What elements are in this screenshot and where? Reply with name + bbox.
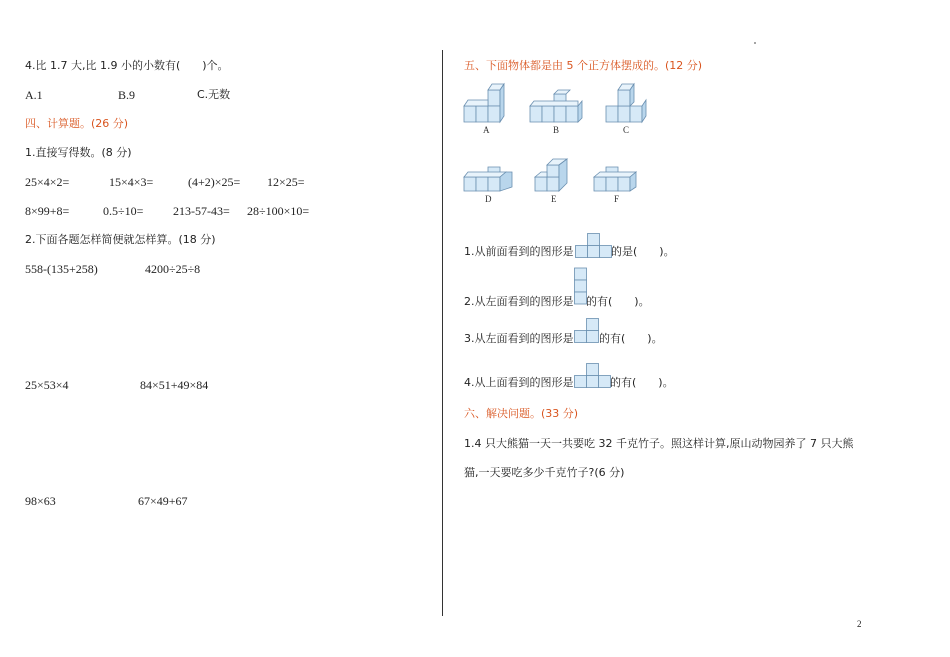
calc-1-4: 12×25=	[267, 175, 305, 189]
simplify-3: 25×53×4	[25, 378, 69, 392]
corner-dot	[754, 42, 756, 44]
sub-1-title: 1.直接写得数。(8 分)	[25, 146, 132, 159]
figure-label-b: B	[553, 125, 560, 135]
view-shape-1	[575, 231, 613, 259]
page-number: 2	[857, 619, 862, 629]
simplify-1: 558-(135+258)	[25, 262, 98, 276]
cube-figure-d	[462, 163, 516, 193]
calc-1-1: 25×4×2=	[25, 175, 70, 189]
view-q4-suffix: 的有( )。	[610, 376, 674, 389]
calc-2-1: 8×99+8=	[25, 204, 70, 218]
figure-label-f: F	[614, 194, 620, 204]
problem-1-line-2: 猫,一天要吃多少千克竹子?(6 分)	[464, 466, 625, 479]
section-4-title: 四、计算题。(26 分)	[25, 117, 129, 130]
figure-label-a: A	[483, 125, 490, 135]
view-q1-suffix: 的是( )。	[611, 245, 675, 258]
calc-1-2: 15×4×3=	[109, 175, 154, 189]
calc-1-3: (4+2)×25=	[188, 175, 241, 189]
view-shape-4	[574, 361, 612, 389]
simplify-4: 84×51+49×84	[140, 378, 209, 392]
view-q2-suffix: 的有( )。	[586, 295, 650, 308]
cube-figure-a	[462, 80, 512, 124]
figure-label-d: D	[485, 194, 492, 204]
simplify-2: 4200÷25÷8	[145, 262, 201, 276]
sub-2-title: 2.下面各题怎样简便就怎样算。(18 分)	[25, 233, 216, 246]
view-q2-prefix: 2.从左面看到的图形是	[464, 295, 574, 308]
problem-1-line-1: 1.4 只大熊猫一天一共要吃 32 千克竹子。照这样计算,原山动物园养了 7 只大熊	[464, 437, 854, 450]
cube-figure-f	[592, 163, 644, 193]
option-b: B.9	[118, 88, 136, 102]
cube-figure-b	[528, 88, 588, 124]
view-q4-prefix: 4.从上面看到的图形是	[464, 376, 574, 389]
calc-2-2: 0.5÷10=	[103, 204, 144, 218]
section-6-title: 六、解决问题。(33 分)	[464, 407, 579, 420]
option-c: C.无数	[197, 88, 231, 101]
calc-2-3: 213-57-43=	[173, 204, 230, 218]
view-q1-prefix: 1.从前面看到的图形是	[464, 245, 574, 258]
cube-figure-e	[533, 157, 575, 193]
calc-2-4: 28÷100×10=	[247, 204, 310, 218]
simplify-5: 98×63	[25, 494, 56, 508]
figure-label-c: C	[623, 125, 630, 135]
figure-label-e: E	[551, 194, 557, 204]
view-shape-3	[574, 316, 602, 344]
column-divider	[442, 50, 443, 616]
view-q3-prefix: 3.从左面看到的图形是	[464, 332, 574, 345]
section-5-title: 五、下面物体都是由 5 个正方体摆成的。(12 分)	[464, 59, 703, 72]
simplify-6: 67×49+67	[138, 494, 188, 508]
cube-figure-c	[604, 80, 650, 124]
option-a: A.1	[25, 88, 43, 102]
question-4: 4.比 1.7 大,比 1.9 小的小数有( )个。	[25, 59, 229, 72]
view-q3-suffix: 的有( )。	[599, 332, 663, 345]
